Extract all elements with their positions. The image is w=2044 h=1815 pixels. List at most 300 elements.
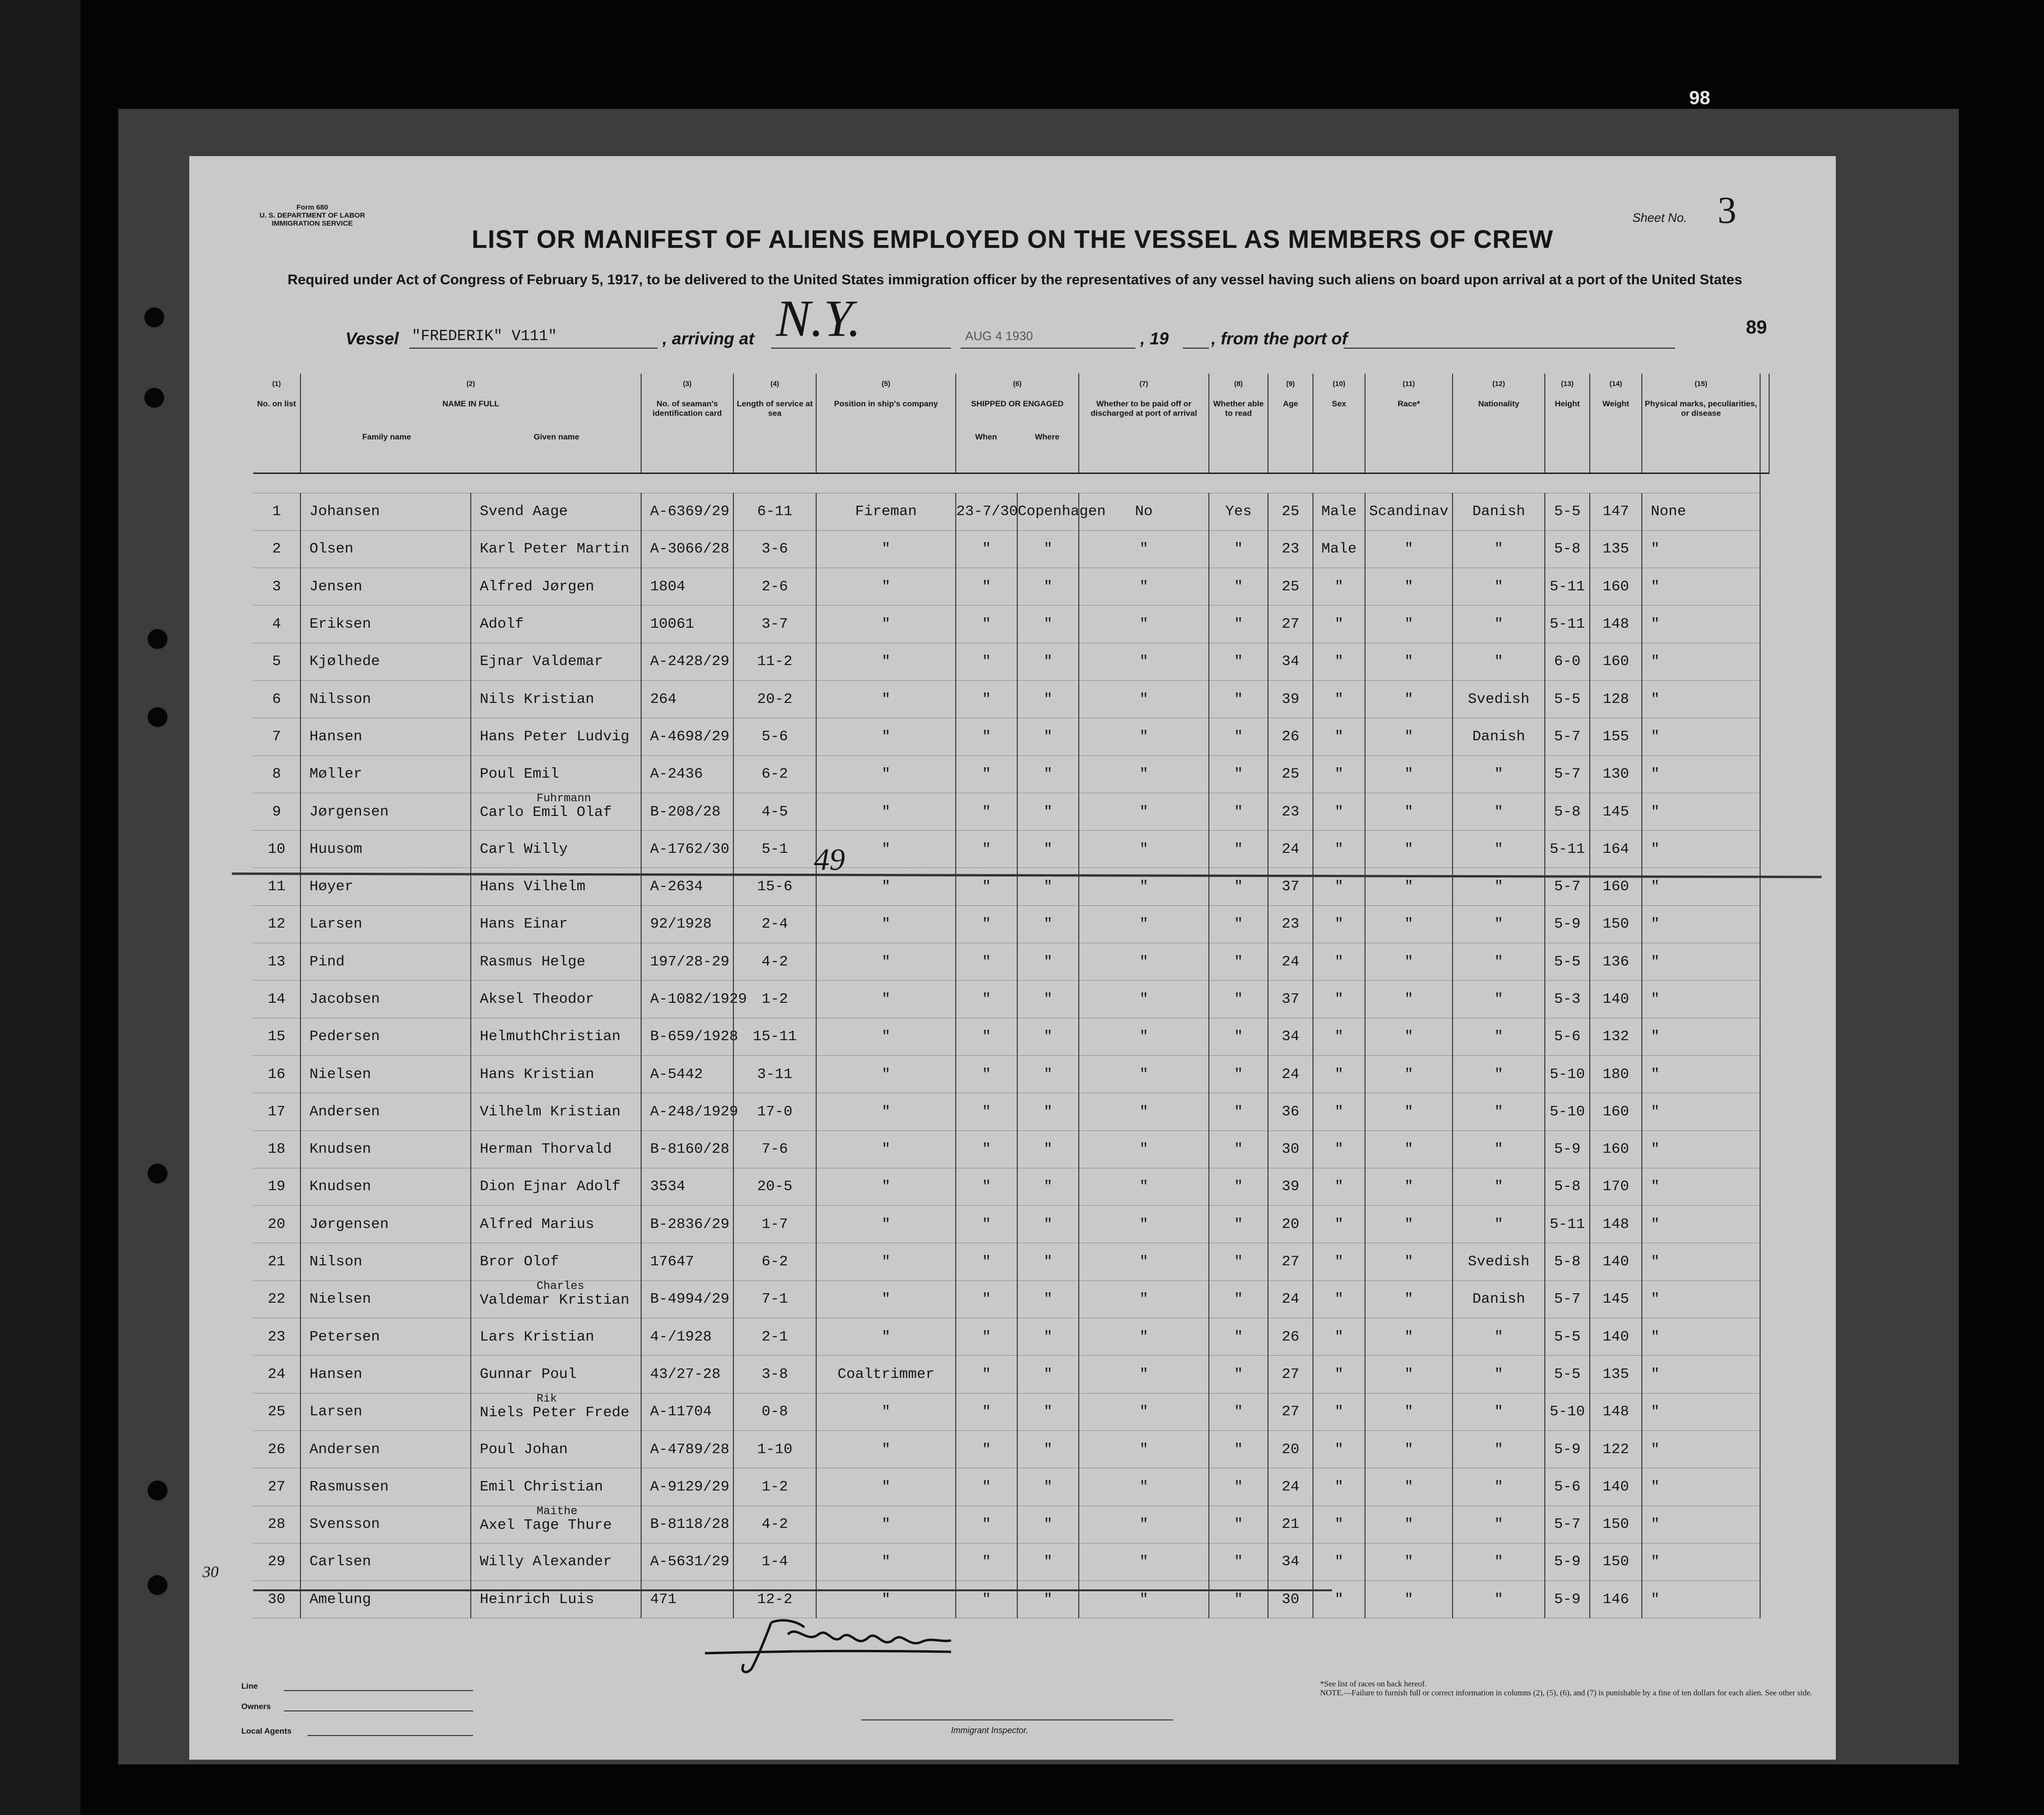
- cell-marks: ": [1642, 1468, 1760, 1506]
- table-row: [253, 1430, 1769, 1468]
- punch-hole: [148, 707, 167, 727]
- cell-when: ": [956, 530, 1017, 568]
- form-identifier: [251, 203, 374, 228]
- cell-where: ": [1017, 831, 1079, 868]
- cell-nat: ": [1453, 1131, 1545, 1168]
- cell-nat: ": [1453, 643, 1545, 680]
- cell-nat: Svedish: [1453, 1243, 1545, 1280]
- cell-sex: ": [1313, 981, 1365, 1018]
- column-header: [1079, 374, 1209, 473]
- cell-race: ": [1365, 1356, 1453, 1393]
- cell-where: ": [1017, 1393, 1079, 1430]
- inspector-label: Immigrant Inspector.: [951, 1726, 1029, 1735]
- cell-card: 1804: [641, 568, 733, 605]
- cell-age: 20: [1268, 1430, 1313, 1468]
- cell-weight: 180: [1590, 1055, 1642, 1093]
- cell-paid: ": [1079, 568, 1209, 605]
- cell-when: ": [956, 905, 1017, 943]
- cell-service: 4-2: [733, 1506, 816, 1543]
- cell-age: 26: [1268, 718, 1313, 755]
- cell-card: 3534: [641, 1168, 733, 1205]
- cell-marks: ": [1642, 530, 1760, 568]
- table-row: [253, 1393, 1769, 1430]
- cell-marks: ": [1642, 1581, 1760, 1618]
- column-number: (6): [1013, 380, 1022, 388]
- cell-race: ": [1365, 1506, 1453, 1543]
- cell-family: Nilson: [300, 1243, 471, 1280]
- column-label: Weight: [1602, 399, 1630, 408]
- table-row: [253, 568, 1769, 605]
- table-row: [253, 1018, 1769, 1055]
- column-label: No. on list: [257, 399, 296, 408]
- given-name-annotation: Charles: [537, 1280, 584, 1293]
- year-label: , 19: [1140, 329, 1169, 348]
- cell-card: B-4994/29: [641, 1280, 733, 1318]
- punch-hole: [144, 388, 164, 408]
- column-label: No. of seaman's identification card: [652, 399, 722, 418]
- cell-when: ": [956, 1506, 1017, 1543]
- column-subheaders: [301, 432, 641, 442]
- cell-family: Eriksen: [300, 605, 471, 643]
- cell-where: ": [1017, 530, 1079, 568]
- cell-where: ": [1017, 643, 1079, 680]
- cell-marks: ": [1642, 1206, 1760, 1243]
- cell-paid: ": [1079, 1430, 1209, 1468]
- table-row: [253, 530, 1769, 568]
- cell-marks: ": [1642, 1280, 1760, 1318]
- cell-no: 14: [253, 981, 300, 1018]
- cell-service: 3-8: [733, 1356, 816, 1393]
- cell-no: 8: [253, 755, 300, 793]
- cell-no: 26: [253, 1430, 300, 1468]
- cell-sex: ": [1313, 905, 1365, 943]
- cell-sex: ": [1313, 1093, 1365, 1131]
- cell-marks: ": [1642, 1168, 1760, 1205]
- punch-hole: [148, 1575, 167, 1595]
- cell-service: 20-2: [733, 680, 816, 718]
- cell-nat: ": [1453, 1430, 1545, 1468]
- cell-given: Alfred Jørgen: [471, 568, 641, 605]
- cell-marks: ": [1642, 1018, 1760, 1055]
- table-row: [253, 718, 1769, 755]
- cell-paid: ": [1079, 868, 1209, 905]
- cell-no: 11: [253, 868, 300, 905]
- table-row: [253, 1506, 1769, 1543]
- cell-age: 24: [1268, 831, 1313, 868]
- cell-service: 5-1: [733, 831, 816, 868]
- cell-given: Dion Ejnar Adolf: [471, 1168, 641, 1205]
- cell-height: 5-7: [1545, 1506, 1590, 1543]
- cell-family: Olsen: [300, 530, 471, 568]
- cell-marks: ": [1642, 868, 1760, 905]
- cell-service: 6-2: [733, 755, 816, 793]
- cell-read: ": [1209, 981, 1268, 1018]
- cell-where: ": [1017, 1506, 1079, 1543]
- cell-service: 17-0: [733, 1093, 816, 1131]
- cell-family: Petersen: [300, 1318, 471, 1356]
- column-number: (7): [1139, 380, 1148, 388]
- cell-card: 43/27-28: [641, 1356, 733, 1393]
- cell-height: 5-8: [1545, 530, 1590, 568]
- cell-read: ": [1209, 1543, 1268, 1580]
- cell-read: ": [1209, 718, 1268, 755]
- cell-age: 34: [1268, 1018, 1313, 1055]
- cell-where: ": [1017, 868, 1079, 905]
- cell-card: 92/1928: [641, 905, 733, 943]
- cell-where: ": [1017, 943, 1079, 981]
- cell-card: B-8160/28: [641, 1131, 733, 1168]
- table-row: [253, 680, 1769, 718]
- inspector-signature: [686, 1608, 994, 1684]
- column-number: (15): [1694, 380, 1708, 388]
- cell-read: ": [1209, 793, 1268, 830]
- cell-read: ": [1209, 943, 1268, 981]
- column-number: (14): [1609, 380, 1622, 388]
- cell-given: [471, 1506, 641, 1543]
- cell-age: 27: [1268, 1356, 1313, 1393]
- cell-marks: None: [1642, 493, 1760, 530]
- cell-sex: ": [1313, 1581, 1365, 1618]
- cell-family: Andersen: [300, 1430, 471, 1468]
- table-row: [253, 1318, 1769, 1356]
- table-row: [253, 1168, 1769, 1205]
- cell-card: 197/28-29: [641, 943, 733, 981]
- edge-page-number: 98: [1689, 88, 1710, 108]
- cell-height: 5-5: [1545, 680, 1590, 718]
- cell-sex: ": [1313, 1430, 1365, 1468]
- column-header: [733, 374, 816, 473]
- table-row: [253, 755, 1769, 793]
- cell-card: B-659/1928: [641, 1018, 733, 1055]
- cell-service: 2-1: [733, 1318, 816, 1356]
- cell-height: 5-5: [1545, 1318, 1590, 1356]
- column-header: [641, 374, 733, 473]
- cell-given: Poul Emil: [471, 755, 641, 793]
- cell-where: ": [1017, 1543, 1079, 1580]
- cell-given: Lars Kristian: [471, 1318, 641, 1356]
- cell-read: ": [1209, 1356, 1268, 1393]
- cell-read: ": [1209, 1506, 1268, 1543]
- cell-position: ": [816, 605, 956, 643]
- table-row: [253, 1055, 1769, 1093]
- cell-position: ": [816, 1243, 956, 1280]
- cell-card: A-5442: [641, 1055, 733, 1093]
- cell-read: ": [1209, 868, 1268, 905]
- cell-read: ": [1209, 831, 1268, 868]
- cell-race: ": [1365, 755, 1453, 793]
- cell-given: Carl Willy: [471, 831, 641, 868]
- cell-when: ": [956, 1280, 1017, 1318]
- cell-height: 5-10: [1545, 1393, 1590, 1430]
- cell-when: ": [956, 1206, 1017, 1243]
- cell-no: 28: [253, 1506, 300, 1543]
- cell-read: ": [1209, 680, 1268, 718]
- cell-no: 17: [253, 1093, 300, 1131]
- cell-no: 22: [253, 1280, 300, 1318]
- punch-hole: [148, 629, 167, 649]
- cell-family: Høyer: [300, 868, 471, 905]
- cell-position: ": [816, 905, 956, 943]
- cell-sex: ": [1313, 1243, 1365, 1280]
- cell-height: 5-9: [1545, 1581, 1590, 1618]
- cell-weight: 140: [1590, 1243, 1642, 1280]
- cell-nat: ": [1453, 1318, 1545, 1356]
- cell-sex: ": [1313, 793, 1365, 830]
- table-header-row: [253, 374, 1769, 473]
- cell-card: 10061: [641, 605, 733, 643]
- cell-when: ": [956, 1468, 1017, 1506]
- cell-read: ": [1209, 530, 1268, 568]
- cell-sex: ": [1313, 680, 1365, 718]
- cell-where: ": [1017, 1356, 1079, 1393]
- cell-card: A-9129/29: [641, 1468, 733, 1506]
- cell-nat: ": [1453, 1018, 1545, 1055]
- cell-given: Hans Kristian: [471, 1055, 641, 1093]
- cell-height: 5-6: [1545, 1018, 1590, 1055]
- column-label: Nationality: [1478, 399, 1519, 408]
- race-note: *See list of races on back hereof.: [1320, 1679, 1427, 1688]
- cell-given: Alfred Marius: [471, 1206, 641, 1243]
- table-row: [253, 643, 1769, 680]
- cell-sex: ": [1313, 1206, 1365, 1243]
- cell-read: ": [1209, 755, 1268, 793]
- cell-paid: ": [1079, 1468, 1209, 1506]
- cell-weight: 148: [1590, 1206, 1642, 1243]
- cell-family: Pedersen: [300, 1018, 471, 1055]
- cell-nat: ": [1453, 1356, 1545, 1393]
- cell-position: ": [816, 981, 956, 1018]
- cell-marks: ": [1642, 568, 1760, 605]
- cell-when: ": [956, 868, 1017, 905]
- cell-sex: ": [1313, 1393, 1365, 1430]
- cell-age: 21: [1268, 1506, 1313, 1543]
- cell-race: ": [1365, 1393, 1453, 1430]
- cell-given: Aksel Theodor: [471, 981, 641, 1018]
- vessel-name: "FREDERIK" V111": [412, 327, 557, 345]
- cell-paid: ": [1079, 1055, 1209, 1093]
- cell-given: Hans Peter Ludvig: [471, 718, 641, 755]
- from-port-label: , from the port of: [1211, 329, 1348, 348]
- cell-where: ": [1017, 1055, 1079, 1093]
- cell-service: 7-6: [733, 1131, 816, 1168]
- column-subheader: Where: [1035, 432, 1060, 441]
- cell-age: 27: [1268, 605, 1313, 643]
- cell-height: 5-5: [1545, 943, 1590, 981]
- cell-paid: ": [1079, 1131, 1209, 1168]
- cell-read: ": [1209, 605, 1268, 643]
- cell-paid: ": [1079, 643, 1209, 680]
- cell-paid: ": [1079, 1356, 1209, 1393]
- cell-when: ": [956, 943, 1017, 981]
- cell-nat: ": [1453, 868, 1545, 905]
- given-name: Axel Tage Thure: [480, 1517, 612, 1534]
- cell-marks: ": [1642, 1131, 1760, 1168]
- cell-when: ": [956, 1093, 1017, 1131]
- cell-position: ": [816, 793, 956, 830]
- cell-no: 23: [253, 1318, 300, 1356]
- cell-card: A-2428/29: [641, 643, 733, 680]
- cell-when: ": [956, 605, 1017, 643]
- column-header: [1642, 374, 1760, 473]
- column-header: [1590, 374, 1642, 473]
- cell-nat: ": [1453, 905, 1545, 943]
- column-label: Length of service at sea: [737, 399, 813, 418]
- cell-read: ": [1209, 1093, 1268, 1131]
- cell-position: ": [816, 868, 956, 905]
- cell-given: Heinrich Luis: [471, 1581, 641, 1618]
- cell-position: ": [816, 568, 956, 605]
- cell-position: ": [816, 718, 956, 755]
- cell-given: [471, 793, 641, 830]
- cell-height: 5-11: [1545, 1206, 1590, 1243]
- cell-read: ": [1209, 905, 1268, 943]
- arriving-label: , arriving at: [662, 329, 755, 348]
- scan-left-edge: [0, 0, 80, 1815]
- cell-weight: 135: [1590, 530, 1642, 568]
- cell-when: ": [956, 981, 1017, 1018]
- cell-weight: 160: [1590, 568, 1642, 605]
- footer-line-label: Line: [241, 1682, 258, 1691]
- column-header: [1545, 374, 1590, 473]
- cell-where: ": [1017, 680, 1079, 718]
- cell-nat: Danish: [1453, 718, 1545, 755]
- cell-marks: ": [1642, 605, 1760, 643]
- cell-marks: ": [1642, 1356, 1760, 1393]
- cell-card: 4-/1928: [641, 1318, 733, 1356]
- cell-where: ": [1017, 1168, 1079, 1205]
- cell-age: 20: [1268, 1206, 1313, 1243]
- cell-family: Andersen: [300, 1093, 471, 1131]
- cell-age: 39: [1268, 1168, 1313, 1205]
- cell-position: ": [816, 831, 956, 868]
- cell-where: ": [1017, 1093, 1079, 1131]
- cell-when: ": [956, 1393, 1017, 1430]
- cell-age: 23: [1268, 530, 1313, 568]
- cell-service: 4-2: [733, 943, 816, 981]
- cell-paid: ": [1079, 755, 1209, 793]
- cell-paid: ": [1079, 680, 1209, 718]
- cell-height: 5-7: [1545, 1280, 1590, 1318]
- column-subheader: When: [975, 432, 997, 441]
- cell-sex: ": [1313, 755, 1365, 793]
- cell-when: ": [956, 755, 1017, 793]
- cell-family: Nielsen: [300, 1055, 471, 1093]
- cell-where: ": [1017, 981, 1079, 1018]
- cell-nat: ": [1453, 1393, 1545, 1430]
- cell-race: ": [1365, 981, 1453, 1018]
- cell-marks: ": [1642, 831, 1760, 868]
- cell-service: 1-7: [733, 1206, 816, 1243]
- cell-read: ": [1209, 1430, 1268, 1468]
- cell-given: Herman Thorvald: [471, 1131, 641, 1168]
- cell-race: ": [1365, 868, 1453, 905]
- cell-when: ": [956, 568, 1017, 605]
- column-number: (9): [1286, 380, 1295, 388]
- cell-nat: ": [1453, 1093, 1545, 1131]
- cell-no: 20: [253, 1206, 300, 1243]
- cell-no: 3: [253, 568, 300, 605]
- cell-family: Rasmussen: [300, 1468, 471, 1506]
- cell-position: ": [816, 1318, 956, 1356]
- given-name: Niels Peter Frede: [480, 1404, 630, 1421]
- cell-nat: ": [1453, 1206, 1545, 1243]
- cell-nat: ": [1453, 793, 1545, 830]
- cell-weight: 146: [1590, 1581, 1642, 1618]
- cell-marks: ": [1642, 905, 1760, 943]
- cell-read: ": [1209, 1018, 1268, 1055]
- cell-height: 5-9: [1545, 1430, 1590, 1468]
- cell-race: ": [1365, 1280, 1453, 1318]
- form-service: IMMIGRATION SERVICE: [272, 219, 353, 228]
- document-subtitle: Required under Act of Congress of February 5, 1917, to be delivered to the United States immigration officer by the representatives of any vessel having such aliens on board upon arrival at a port of the United States: [287, 272, 1743, 288]
- cell-family: Nilsson: [300, 680, 471, 718]
- given-name-annotation: Maithe: [537, 1505, 578, 1518]
- cell-nat: ": [1453, 981, 1545, 1018]
- form-department: U. S. DEPARTMENT OF LABOR: [259, 211, 365, 219]
- cell-card: A-2436: [641, 755, 733, 793]
- cell-card: 471: [641, 1581, 733, 1618]
- given-name: Valdemar Kristian: [480, 1291, 630, 1308]
- cell-age: 27: [1268, 1243, 1313, 1280]
- cell-family: Jørgensen: [300, 1206, 471, 1243]
- cell-service: 12-2: [733, 1581, 816, 1618]
- cell-no: 16: [253, 1055, 300, 1093]
- cell-weight: 148: [1590, 605, 1642, 643]
- cell-height: 5-10: [1545, 1055, 1590, 1093]
- footer-owners-label: Owners: [241, 1702, 271, 1711]
- cell-card: A-11704: [641, 1393, 733, 1430]
- column-number: (8): [1234, 380, 1243, 388]
- table-row: [253, 1243, 1769, 1280]
- cell-service: 1-2: [733, 1468, 816, 1506]
- cell-position: ": [816, 1206, 956, 1243]
- cell-family: Hansen: [300, 1356, 471, 1393]
- footer-local-agents-label: Local Agents: [241, 1727, 292, 1736]
- cell-family: Jacobsen: [300, 981, 471, 1018]
- cell-marks: ": [1642, 1430, 1760, 1468]
- cell-age: 34: [1268, 1543, 1313, 1580]
- cell-sex: ": [1313, 1318, 1365, 1356]
- punch-hole: [144, 307, 164, 327]
- cell-when: ": [956, 1168, 1017, 1205]
- cell-no: 9: [253, 793, 300, 830]
- cell-read: ": [1209, 1055, 1268, 1093]
- table-row: [253, 493, 1769, 530]
- cell-family: Johansen: [300, 493, 471, 530]
- cell-weight: 136: [1590, 943, 1642, 981]
- column-number: (5): [881, 380, 890, 388]
- column-header: [1268, 374, 1313, 473]
- cell-race: ": [1365, 1131, 1453, 1168]
- cell-read: ": [1209, 568, 1268, 605]
- column-number: (2): [466, 380, 476, 388]
- cell-given: Hans Vilhelm: [471, 868, 641, 905]
- cell-sex: ": [1313, 868, 1365, 905]
- cell-paid: ": [1079, 1318, 1209, 1356]
- cell-paid: ": [1079, 718, 1209, 755]
- cell-paid: ": [1079, 1168, 1209, 1205]
- cell-where: ": [1017, 718, 1079, 755]
- cell-when: ": [956, 680, 1017, 718]
- cell-family: Møller: [300, 755, 471, 793]
- cell-given: [471, 1393, 641, 1430]
- cell-no: 4: [253, 605, 300, 643]
- cell-nat: Danish: [1453, 493, 1545, 530]
- cell-service: 1-10: [733, 1430, 816, 1468]
- column-label: Height: [1555, 399, 1580, 408]
- cell-when: ": [956, 1430, 1017, 1468]
- cell-weight: 160: [1590, 643, 1642, 680]
